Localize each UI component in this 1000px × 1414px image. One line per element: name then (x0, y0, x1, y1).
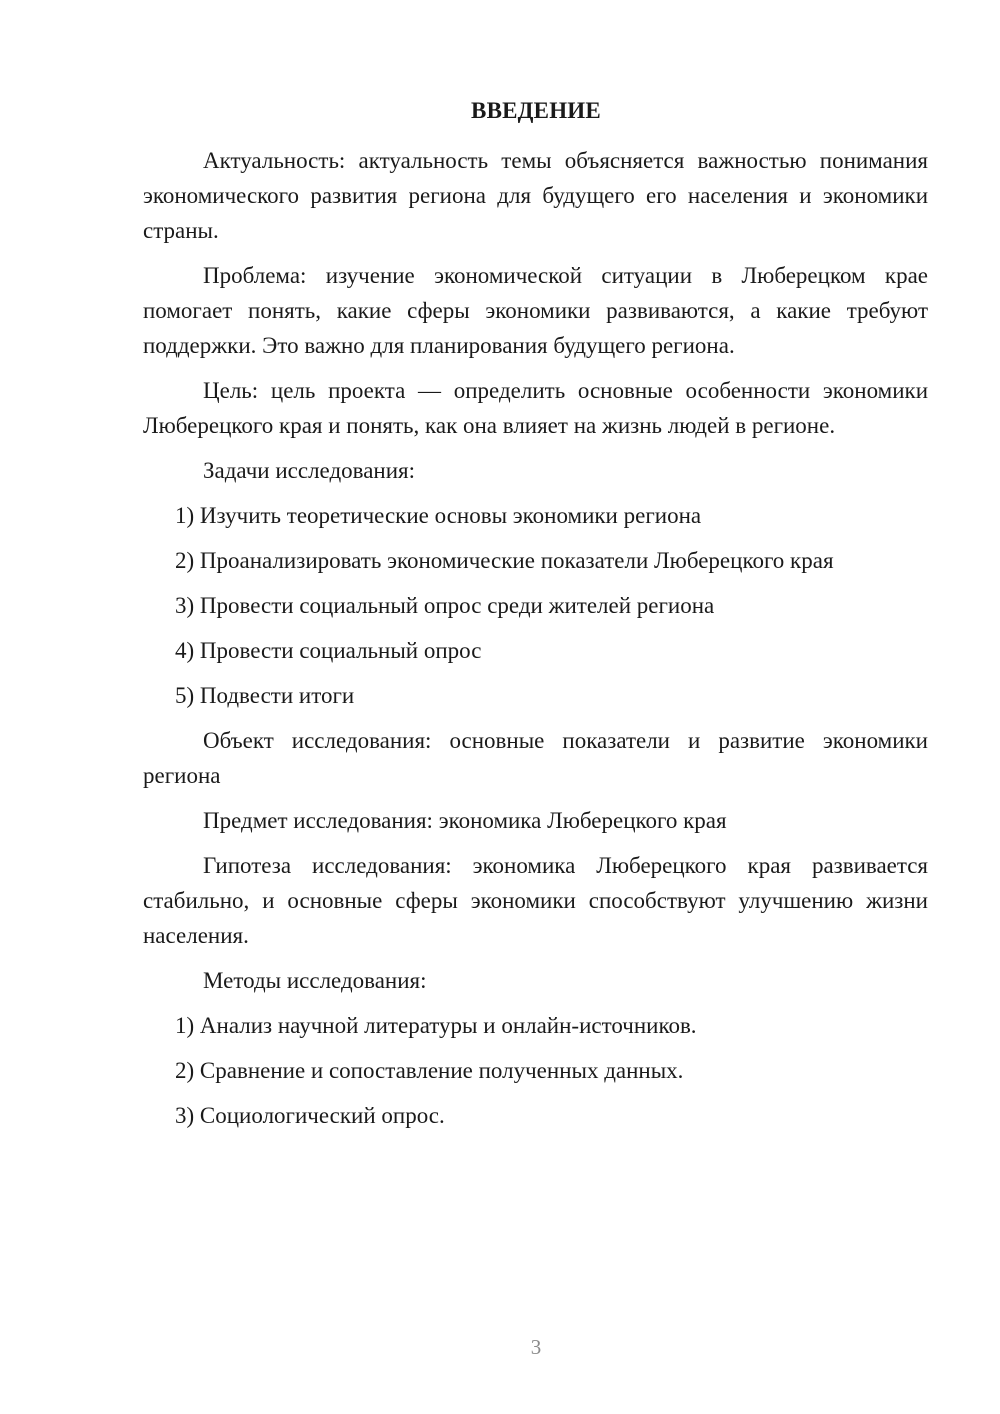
problem-paragraph: Проблема: изучение экономической ситуации в Люберецком крае помогает понять, какие сферы экономики развиваются, а какие требуют поддержки. Это важно для планирования будущего региона. (143, 263, 928, 358)
list-item: 2) Сравнение и сопоставление полученных данных. (175, 1058, 684, 1083)
goal-paragraph: Цель: цель проекта — определить основные особенности экономики Люберецкого края и понять, как она влияет на жизнь людей в регионе. (143, 378, 928, 438)
subject-paragraph: Предмет исследования: экономика Люберецкого края (203, 808, 727, 833)
list-item: 4) Провести социальный опрос (175, 638, 482, 663)
list-item: 2) Проанализировать экономические показатели Люберецкого края (175, 548, 834, 573)
methods-list (143, 1008, 928, 1133)
document-body (143, 143, 928, 1143)
page-number: 3 (530, 1335, 542, 1359)
list-item: 3) Социологический опрос. (175, 1103, 445, 1128)
list-item: 1) Изучить теоретические основы экономики региона (175, 503, 702, 528)
page-title: ВВЕДЕНИЕ (471, 98, 601, 123)
relevance-paragraph: Актуальность: актуальность темы объясняется важностью понимания экономического развития региона для будущего его населения и экономики страны. (143, 148, 928, 243)
tasks-heading: Задачи исследования: (203, 458, 416, 483)
list-item: 3) Провести социальный опрос среди жителей региона (175, 593, 715, 618)
object-paragraph: Объект исследования: основные показатели и развитие экономики региона (143, 728, 928, 788)
list-item: 1) Анализ научной литературы и онлайн-источников. (175, 1013, 697, 1038)
methods-heading: Методы исследования: (203, 968, 427, 993)
list-item: 5) Подвести итоги (175, 683, 355, 708)
tasks-list (143, 498, 928, 713)
hypothesis-paragraph: Гипотеза исследования: экономика Люберецкого края развивается стабильно, и основные сферы экономики способствуют улучшению жизни населения. (143, 853, 928, 948)
